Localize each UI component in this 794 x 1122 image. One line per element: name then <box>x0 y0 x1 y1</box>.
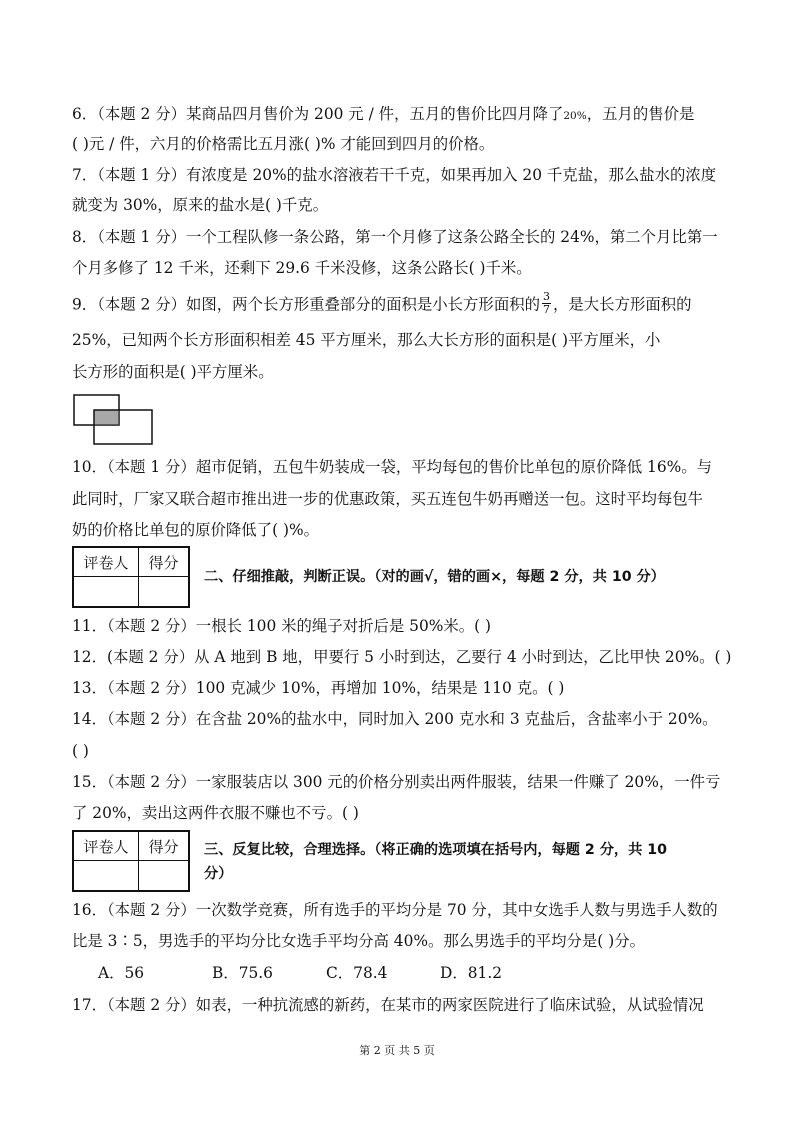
q6-line2: ( )元 / 件，六月的价格需比五月涨( )% 才能回到四月的价格。 <box>72 135 495 153</box>
overlapping-rectangles-diagram <box>72 393 156 449</box>
q12-line1: 12．(本题 2 分）从 A 地到 B 地，甲要行 5 小时到达，乙要行 4 小时到达，乙比甲快 20%。( ) <box>72 648 732 666</box>
q13-line1: 13．（本题 2 分）100 克减少 10%，再增加 10%，结果是 110 克。( ) <box>72 679 565 697</box>
q16-option-a: A．56 <box>98 964 145 982</box>
score-label: 得分 <box>139 831 190 861</box>
q9-fraction-denominator: 7 <box>543 303 550 316</box>
q16-line2: 比是 3∶5，男选手的平均分比女选手平均分高 40%。那么男选手的平均分是( )分。 <box>72 932 645 950</box>
q14-line1: 14．（本题 2 分）在含盐 20%的盐水中，同时加入 200 克水和 3 克盐后，含盐率小于 20%。 <box>72 710 718 728</box>
q6-percent: 20% <box>563 110 587 122</box>
q16-option-d: D．81.2 <box>440 964 502 982</box>
q16-options <box>98 962 722 984</box>
score-cell <box>139 861 190 892</box>
q10-line2: 此同时，厂家又联合超市推出进一步的优惠政策，买五连包牛奶再赠送一包。这时平均每包牛 <box>72 490 704 508</box>
grader-cell <box>73 577 139 608</box>
q15-line2: 了 20%，卖出这两件衣服不赚也不亏。( ) <box>72 804 359 822</box>
q7-line2: 就变为 30%，原来的盐水是( )千克。 <box>72 196 329 214</box>
q7-line1: 7．（本题 1 分）有浓度是 20%的盐水溶液若干千克，如果再加入 20 千克盐，那么盐水的浓度 <box>72 166 717 184</box>
q8-line1: 8．（本题 1 分）一个工程队修一条公路，第一个月修了这条公路全长的 24%，第二个月比第一 <box>72 228 718 246</box>
section3-title-line2: 分） <box>204 866 233 882</box>
page-footer: 第 2 页 共 5 页 <box>359 1044 435 1057</box>
grader-label: 评卷人 <box>73 547 139 577</box>
grader-cell <box>73 861 139 892</box>
q9-line1 <box>72 290 722 318</box>
q9-line3: 长方形的面积是( )平方厘米。 <box>72 363 274 381</box>
section3-score-box <box>72 830 190 892</box>
q11-line1: 11．（本题 2 分）一根长 100 米的绳子对折后是 50%米。( ) <box>72 617 492 635</box>
q16-option-b: B．75.6 <box>212 964 273 982</box>
score-label: 得分 <box>139 547 190 577</box>
grader-label: 评卷人 <box>73 831 139 861</box>
q9-text-a: 9．（本题 2 分）如图，两个长方形重叠部分的面积是小长方形面积的 <box>72 295 540 314</box>
q16-line1: 16．（本题 2 分）一次数学竞赛，所有选手的平均分是 70 分，其中女选手人数与男选手人数的 <box>72 901 718 919</box>
q15-line1: 15．（本题 2 分）一家服装店以 300 元的价格分别卖出两件服装，结果一件赚了 20%，一件亏 <box>72 773 721 791</box>
q9-fraction-numerator: 3 <box>543 290 550 303</box>
q17-line1: 17．（本题 2 分）如表，一种抗流感的新药，在某市的两家医院进行了临床试验，从试验情况 <box>72 996 704 1014</box>
q10-line1: 10．（本题 1 分）超市促销，五包牛奶装成一袋，平均每包的售价比单包的原价降低 16%。与 <box>72 458 713 476</box>
section3-title-line1: 三、反复比较，合理选择。（将正确的选项填在括号内，每题 2 分，共 10 <box>204 842 667 858</box>
q9-line2: 25%，已知两个长方形面积相差 45 平方厘米，那么大长方形的面积是( )平方厘米，小 <box>72 331 661 349</box>
score-cell <box>139 577 190 608</box>
overlap-region <box>94 410 119 425</box>
section2-title: 二、仔细推敲，判断正误。（对的画√，错的画×，每题 2 分，共 10 分） <box>204 569 665 585</box>
q9-fraction <box>542 291 551 316</box>
q8-line2: 个月多修了 12 千米，还剩下 29.6 千米没修，这条公路长( )千米。 <box>72 259 532 277</box>
q9-text-b: ，是大长方形面积的 <box>553 295 692 314</box>
section2-score-box <box>72 546 190 608</box>
q14-line2: ( ) <box>72 742 89 760</box>
q6-text-a: 6．（本题 2 分）某商品四月售价为 200 元 / 件，五月的售价比四月降了 <box>72 105 564 123</box>
q6-text-b: ，五月的售价是 <box>586 105 695 123</box>
q16-option-c: C．78.4 <box>326 964 388 982</box>
q6-line1 <box>72 103 722 127</box>
q10-line3: 奶的价格比单包的原价降低了( )%。 <box>72 521 319 539</box>
